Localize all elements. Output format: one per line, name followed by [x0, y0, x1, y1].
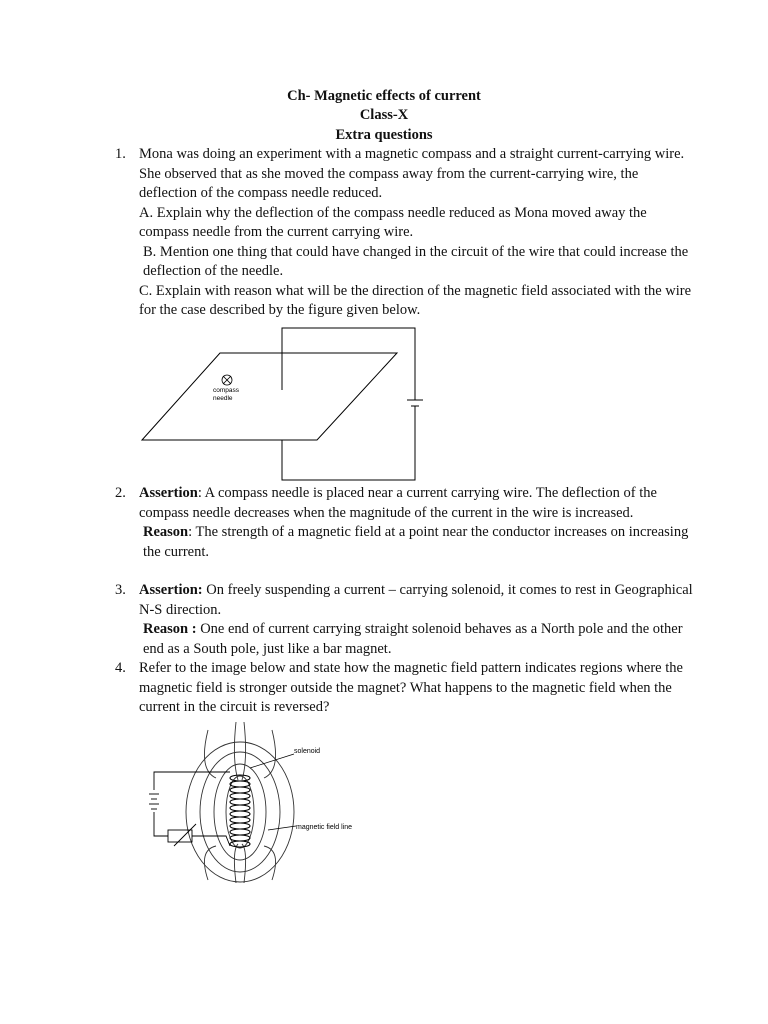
question-stem: Mona was doing an experiment with a magnetic compass and a straight current-carrying wire. She observed that as she moved the compass away from the current-carrying wire, the deflection of the compass needle reduced.: [139, 146, 685, 201]
assertion-label: Assertion: [139, 485, 198, 501]
compass-label-line2: needle: [213, 395, 233, 402]
question-2: [115, 484, 695, 562]
wire-compass-diagram: [135, 320, 435, 485]
solenoid-label: solenoid: [294, 748, 321, 755]
compass-icon: [222, 375, 232, 385]
reason-label: Reason :: [143, 621, 197, 637]
question-number: 2.: [115, 485, 126, 501]
assertion-text: Assertion: On freely suspending a current – carrying solenoid, it comes to rest in Geographical N-S direction.: [139, 582, 693, 618]
question-3: [115, 581, 695, 659]
chapter-title: Ch- Magnetic effects of current: [287, 88, 481, 104]
question-stem: Refer to the image below and state how the magnetic field pattern indicates regions where the magnetic field is stronger outside the magnet? What happens to the magnetic field when the current in the circuit is reversed?: [139, 660, 683, 715]
question-number: 3.: [115, 582, 126, 598]
magnetic-field-lines: [186, 722, 294, 883]
circuit: [149, 772, 230, 846]
question-part-c: C. Explain with reason what will be the direction of the magnetic field associated with the wire for the case described by the figure given below.: [139, 282, 692, 318]
solenoid-coil: [230, 775, 250, 847]
question-number: 1.: [115, 146, 126, 162]
question-part-b: B. Mention one thing that could have changed in the circuit of the wire that could increase the deflection of the needle.: [143, 243, 689, 279]
question-part-a: A. Explain why the deflection of the compass needle reduced as Mona moved away the compass needle from the current carrying wire.: [139, 204, 647, 240]
solenoid-figure: [140, 720, 365, 885]
reason-text: Reason: The strength of a magnetic field at a point near the conductor increases on increasing the current.: [143, 524, 689, 560]
assertion-text: Assertion: A compass needle is placed near a current carrying wire. The deflection of the compass needle decreases when the magnitude of the current in the wire is increased.: [139, 485, 657, 521]
field-line-label: magnetic field line: [296, 824, 353, 831]
reason-label: Reason: [143, 524, 189, 540]
wire-top: [282, 328, 415, 400]
class-title: Class-X: [359, 107, 409, 123]
horizontal-plane: [142, 353, 397, 440]
question-4: [115, 659, 695, 718]
compass-label-line1: compass: [213, 387, 240, 394]
assertion-label: Assertion:: [139, 582, 203, 598]
wire-compass-figure: [135, 320, 435, 485]
solenoid-field-diagram: [140, 720, 365, 885]
wire-bottom: [282, 406, 415, 480]
question-number: 4.: [115, 660, 126, 676]
reason-text: Reason : One end of current carrying straight solenoid behaves as a North pole and the other end as a South pole, just like a bar magnet.: [143, 621, 683, 657]
question-1: [115, 145, 695, 321]
section-title: Extra questions: [335, 127, 433, 143]
